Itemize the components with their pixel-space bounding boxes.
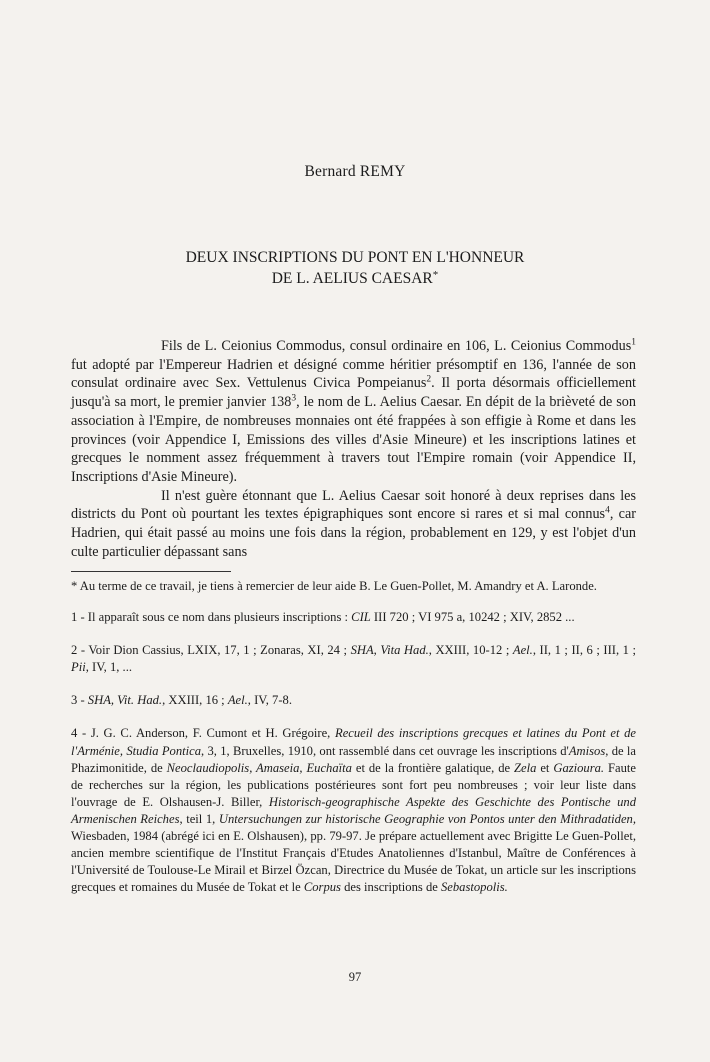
article-title: [0, 247, 710, 289]
title-line-1: DEUX INSCRIPTIONS DU PONT EN L'HONNEUR: [185, 249, 525, 266]
footnote-ref-4[interactable]: 4: [605, 505, 610, 516]
title-line-2: DE L. AELIUS CAESAR*: [271, 269, 439, 287]
footnote-2: 2 - Voir Dion Cassius, LXIX, 17, 1 ; Zonaras, XI, 24 ; SHA, Vita Had., XXIII, 10-12 ; Ael., II, 1 ; II, 6 ; III, 1 ; Pii, IV, 1, ...: [71, 643, 636, 675]
title-footnote-marker[interactable]: *: [432, 269, 439, 281]
footnote-ref-3[interactable]: 3: [291, 393, 297, 404]
author-name: Bernard REMY: [304, 163, 406, 180]
footnote-ref-2[interactable]: 2: [426, 374, 432, 385]
footnote-star: * Au terme de ce travail, je tiens à remercier de leur aide B. Le Guen-Pollet, M. Amandry et A. Laronde.: [71, 579, 597, 593]
footnote-4: 4 - J. G. C. Anderson, F. Cumont et H. Grégoire, Recueil des inscriptions grecques et latines du Pont et de l'Arménie, Studia Pontica, 3, 1, Bruxelles, 1910, ont rassemblé dans cet ouvrage les inscriptions d'Amisos, de la Phazimonitide, de Neoclaudiopolis, Amaseia, Euchaïta et de la frontière galatique, de Zela et Gazioura. Faute de recherches sur la région, les publications postérieures sont fort peu nombreuses ; voir leur liste dans l'ouvrage de E. Olshausen-J. Biller, Historisch-geographische Aspekte des Geschichte des Pontische und Armenischen Reiches, teil 1, Untersuchungen zur historische Geographie von Pontos unter den Mithradatiden, Wiesbaden, 1984 (abrégé ici en E. Olshausen), pp. 79-97. Je prépare actuellement avec Brigitte Le Guen-Pollet, ancien membre scientifique de l'Institut Français d'Etudes Anatoliennes d'Istanbul, Maître de Conférences à l'Université de Toulouse-Le Mirail et Birzel Özcan, Directrice du Musée de Tokat, un article sur les inscriptions grecques et romaines du Musée de Tokat et le Corpus des inscriptions de Sebastopolis.: [71, 726, 636, 895]
footnote-ref-1[interactable]: 1: [631, 337, 636, 348]
main-text: [71, 337, 636, 561]
paragraph-1: Fils de L. Ceionius Commodus, consul ordinaire en 106, L. Ceionius Commodus$^1$ fut adopté par l'Empereur Hadrien et désigné comme héritier présomptif en 136, l'année de son consulat ordinaire avec Sex. Vettulenus Civica Pompeianus$^2$. Il porta désormais officiellement jusqu'à sa mort, le premier janvier $138^3$, le nom de L. Aelius Caesar. En dépit de la brièveté de son association à l'Empire, de nombreuses monnaies ont été frappées à son effigie à Rome et dans les provinces (voir Appendice I, Emissions des villes d'Asie Mineure) et les inscriptions latines et grecques le nomment assez fréquemment à travers tout l'Empire romain (voir Appendice II, Inscriptions d'Asie Mineure).: [71, 337, 636, 485]
paragraph-2: Il n'est guère étonnant que L. Aelius Caesar soit honoré à deux reprises dans les districts du Pont où pourtant les textes épigraphiques sont encore si rares et si mal connus$^4$, car Hadrien, qui était passé au moins une fois dans la région, probablement en 129, y est l'objet d'un culte particulier dépassant sans: [71, 487, 637, 560]
footnotes: [71, 578, 636, 896]
footnote-1: 1 - Il apparaît sous ce nom dans plusieurs inscriptions : CIL III 720 ; VI 975 a, 10242 ; XIV, 2852 ...: [71, 610, 575, 625]
page-number: 97: [348, 970, 362, 984]
footnote-3: 3 - SHA, Vit. Had., XXIII, 16 ; Ael., IV, 7-8.: [71, 693, 292, 708]
footnote-separator: [71, 571, 231, 572]
